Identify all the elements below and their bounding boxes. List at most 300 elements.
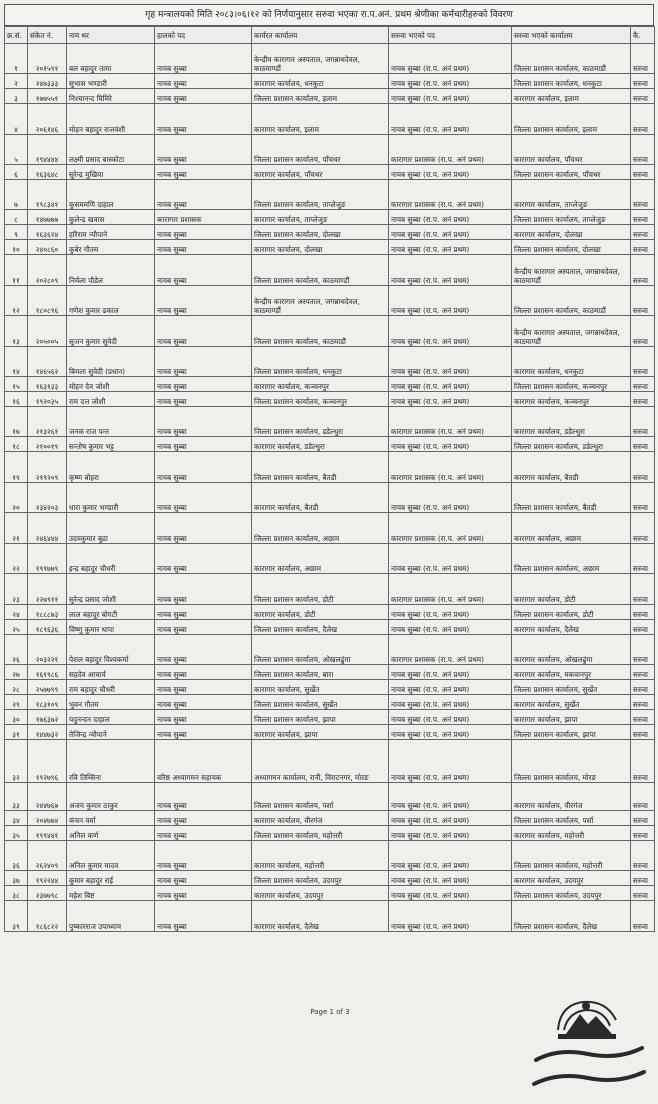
table-row	[5, 513, 655, 544]
cell-code: २५७७९९	[28, 680, 67, 695]
cell-sn: १६	[5, 392, 28, 407]
cell-remark: सरुवा	[631, 826, 655, 841]
cell-office: कारागार कार्यालय, डोटी	[252, 605, 389, 620]
cell-new-post: नायब सुब्बा (रा.प. अनं प्रथम)	[389, 871, 512, 886]
cell-sn: ३३	[5, 783, 28, 811]
cell-name: निश्चानन्द घिमिरे	[67, 89, 155, 104]
cell-name: अनिल कर्ण	[67, 826, 155, 841]
table-row	[5, 74, 655, 89]
cell-new-post: नायब सुब्बा (रा.प. अनं प्रथम)	[389, 695, 512, 710]
cell-office: अध्यागमन कार्यालय, रानी, विराटनगर, मोरङ	[252, 740, 389, 783]
cell-name: बल बहादुर तामा	[67, 44, 155, 74]
cell-office: केन्द्रीय कारागार अस्पताल, जगन्नाथदेवल, काठमाण्डौं	[252, 286, 389, 316]
cell-sn: १३	[5, 316, 28, 347]
cell-sn: ३६	[5, 841, 28, 871]
cell-post: नायब सुब्बा	[155, 74, 252, 89]
cell-new-post: नायब सुब्बा (रा.प. अनं प्रथम)	[389, 255, 512, 286]
cell-new-post: नायब सुब्बा (रा.प. अनं प्रथम)	[389, 286, 512, 316]
cell-name: पुष्कारराज उपाध्याय	[67, 901, 155, 932]
cell-new-post: नायब सुब्बा (रा.प. अनं प्रथम)	[389, 680, 512, 695]
table-row	[5, 841, 655, 871]
cell-new-post: नायब सुब्बा (रा.प. अनं प्रथम)	[389, 620, 512, 635]
cell-code: १८९६३६	[28, 620, 67, 635]
cell-sn: १५	[5, 377, 28, 392]
header-new-post: सरुवा भएको पद	[389, 27, 512, 44]
cell-new-post: नायब सुब्बा (रा.प. अनं प्रथम)	[389, 605, 512, 620]
cell-new-office: कारागार कार्यालय, सुर्खेत	[512, 695, 631, 710]
cell-code: १७७५५१	[28, 89, 67, 104]
table-row	[5, 620, 655, 635]
cell-remark: सरुवा	[631, 89, 655, 104]
table-row	[5, 135, 655, 165]
table-row	[5, 483, 655, 513]
table-row	[5, 886, 655, 901]
cell-new-post: नायब सुब्बा (रा.प. अनं प्रथम)	[389, 392, 512, 407]
cell-remark: सरुवा	[631, 841, 655, 871]
cell-post: नायब सुब्बा	[155, 635, 252, 665]
cell-new-post: नायब सुब्बा (रा.प. अनं प्रथम)	[389, 74, 512, 89]
cell-new-office: कारागार कार्यालय, अछाम	[512, 513, 631, 544]
table-row	[5, 695, 655, 710]
cell-remark: सरुवा	[631, 680, 655, 695]
cell-name: राम बहादुर चौधरी	[67, 680, 155, 695]
cell-post: नायब सुब्बा	[155, 89, 252, 104]
cell-post: नायब सुब्बा	[155, 695, 252, 710]
cell-new-office: जिल्ला प्रशासन कार्यालय, महोत्तरी	[512, 841, 631, 871]
cell-new-post: कारागार प्रशासक (रा.प. अनं प्रथम)	[389, 180, 512, 210]
cell-new-office: जिल्ला प्रशासन कार्यालय, काठमाडौं	[512, 286, 631, 316]
cell-name: कुसममणि दाहाल	[67, 180, 155, 210]
cell-new-post: नायब सुब्बा (रा.प. अनं प्रथम)	[389, 826, 512, 841]
cell-new-office: कारागार कार्यालय, पाँचथर	[512, 135, 631, 165]
cell-new-post: कारागार प्रशासक (रा.प. अनं प्रथम)	[389, 135, 512, 165]
cell-name: पेशल बहादुर विश्वकर्मा	[67, 635, 155, 665]
cell-new-post: कारागार प्रशासक (रा.प. अनं प्रथम)	[389, 407, 512, 437]
cell-sn: ३०	[5, 710, 28, 725]
cell-remark: सरुवा	[631, 135, 655, 165]
header-office: कार्यरत कार्यालय	[252, 27, 389, 44]
cell-name: सहदेव आचार्य	[67, 665, 155, 680]
transfer-table	[4, 26, 655, 932]
cell-new-office: जिल्ला प्रशासन कार्यालय, धनकुटा	[512, 74, 631, 89]
cell-name: कुबेर गौतम	[67, 240, 155, 255]
cell-sn: १	[5, 44, 28, 74]
cell-new-office: कारागार कार्यालय, डडेल्धुरा	[512, 407, 631, 437]
cell-post: नायब सुब्बा	[155, 665, 252, 680]
cell-sn: २८	[5, 680, 28, 695]
cell-office: जिल्ला प्रशासन कार्यालय, ओखलढुंगा	[252, 635, 389, 665]
cell-new-office: जिल्ला प्रशासन कार्यालय, पर्सा	[512, 811, 631, 826]
cell-remark: सरुवा	[631, 605, 655, 620]
cell-code: २२७९११	[28, 574, 67, 605]
cell-new-post: नायब सुब्बा (रा.प. अनं प्रथम)	[389, 89, 512, 104]
cell-post: नायब सुब्बा	[155, 240, 252, 255]
cell-name: तेजिन्द्र न्यौपाने	[67, 725, 155, 740]
cell-sn: ३८	[5, 886, 28, 901]
cell-new-office: जिल्ला प्रशासन कार्यालय, अछाम	[512, 544, 631, 574]
cell-sn: ३७	[5, 871, 28, 886]
table-header-row	[5, 27, 655, 44]
cell-code: १८६८२२	[28, 901, 67, 932]
cell-new-office: कारागार कार्यालय, कञ्चनपुर	[512, 392, 631, 407]
cell-name: जनक राज पन्त	[67, 407, 155, 437]
cell-new-office: कारागार कार्यालय, वीरगंज	[512, 783, 631, 811]
cell-post: नायब सुब्बा	[155, 483, 252, 513]
cell-new-office: कारागार कार्यालय, ताप्लेजुङ	[512, 180, 631, 210]
cell-remark: सरुवा	[631, 316, 655, 347]
cell-remark: सरुवा	[631, 544, 655, 574]
cell-remark: सरुवा	[631, 104, 655, 135]
cell-remark: सरुवा	[631, 74, 655, 89]
cell-office: कारागार कार्यालय, कञ्चनपुर	[252, 377, 389, 392]
cell-office: जिल्ला प्रशासन कार्यालय, पाँचथर	[252, 135, 389, 165]
cell-new-post: कारागार प्रशासक (रा.प. अनं प्रथम)	[389, 513, 512, 544]
table-row	[5, 452, 655, 483]
cell-name: अजय कुमार ठाकुर	[67, 783, 155, 811]
cell-sn: २०	[5, 483, 28, 513]
cell-code: १४६५६२	[28, 347, 67, 377]
cell-office: कारागार कार्यालय, इलाम	[252, 104, 389, 135]
cell-new-office: जिल्ला प्रशासन कार्यालय, काठमाडौं	[512, 44, 631, 74]
table-row	[5, 635, 655, 665]
cell-code: २०१५९१	[28, 44, 67, 74]
cell-remark: सरुवा	[631, 377, 655, 392]
cell-sn: ३२	[5, 740, 28, 783]
table-row	[5, 725, 655, 740]
cell-office: कारागार कार्यालय, धनकुटा	[252, 74, 389, 89]
cell-new-post: नायब सुब्बा (रा.प. अनं प्रथम)	[389, 165, 512, 180]
cell-name: सुरेन्द्र प्रसाद जोशी	[67, 574, 155, 605]
cell-code: २४४७६७	[28, 783, 67, 811]
cell-office: कारागार कार्यालय, ताप्लेजुङ	[252, 210, 389, 225]
cell-name: उदयकुमार बुढा	[67, 513, 155, 544]
cell-post: कारागार प्रशासक	[155, 210, 252, 225]
cell-new-office: केन्द्रीय कारागार अस्पताल, जगन्नाथदेवल, काठमाण्डौं	[512, 316, 631, 347]
cell-name: लाल बहादुर बोगटी	[67, 605, 155, 620]
cell-remark: सरुवा	[631, 665, 655, 680]
cell-remark: सरुवा	[631, 871, 655, 886]
cell-new-office: कारागार कार्यालय, दैलेख	[512, 620, 631, 635]
cell-name: मोहन बहादुर राजवंशी	[67, 104, 155, 135]
cell-code: १६३६४८	[28, 165, 67, 180]
header-post: हालको पद	[155, 27, 252, 44]
table-row	[5, 665, 655, 680]
cell-office: जिल्ला प्रशासन कार्यालय, पर्सा	[252, 783, 389, 811]
cell-code: २६२४०९	[28, 841, 67, 871]
cell-code: २४०८६०	[28, 240, 67, 255]
cell-sn: ३	[5, 89, 28, 104]
cell-post: नायब सुब्बा	[155, 286, 252, 316]
cell-new-office: जिल्ला प्रशासन कार्यालय, दैलेख	[512, 901, 631, 932]
cell-new-office: केन्द्रीय कारागार अस्पताल, जगन्नाथदेवल, काठमाण्डौं	[512, 255, 631, 286]
cell-sn: २५	[5, 620, 28, 635]
cell-name: रवि तिम्सिना	[67, 740, 155, 783]
cell-name: राम दत्त जोशी	[67, 392, 155, 407]
cell-post: नायब सुब्बा	[155, 135, 252, 165]
cell-code: १९२२४४	[28, 871, 67, 886]
cell-office: जिल्ला प्रशासन कार्यालय, महोत्तरी	[252, 826, 389, 841]
cell-post: नायब सुब्बा	[155, 783, 252, 811]
cell-name: गणेश कुमार ढकाल	[67, 286, 155, 316]
cell-post: नायब सुब्बा	[155, 44, 252, 74]
cell-name: सुजन कुमार सुवेदी	[67, 316, 155, 347]
cell-code: २३४२०३	[28, 483, 67, 513]
cell-office: जिल्ला प्रशासन कार्यालय, इलाम	[252, 89, 389, 104]
table-row	[5, 437, 655, 452]
cell-post: नायब सुब्बा	[155, 377, 252, 392]
cell-remark: सरुवा	[631, 347, 655, 377]
cell-post: नायब सुब्बा	[155, 347, 252, 377]
cell-name: मोहन देव जोशी	[67, 377, 155, 392]
table-row	[5, 225, 655, 240]
table-body	[5, 44, 655, 932]
cell-sn: २४	[5, 605, 28, 620]
table-row	[5, 44, 655, 74]
cell-post: नायब सुब्बा	[155, 841, 252, 871]
cell-sn: ११	[5, 255, 28, 286]
table-row	[5, 574, 655, 605]
cell-office: जिल्ला प्रशासन कार्यालय, काठमाडौं	[252, 316, 389, 347]
cell-remark: सरुवा	[631, 483, 655, 513]
cell-office: कारागार कार्यालय, झापा	[252, 725, 389, 740]
cell-sn: १७	[5, 407, 28, 437]
cell-new-office: जिल्ला प्रशासन कार्यालय, कञ्चनपुर	[512, 377, 631, 392]
cell-office: जिल्ला प्रशासन कार्यालय, धनकुटा	[252, 347, 389, 377]
cell-sn: १४	[5, 347, 28, 377]
cell-new-post: नायब सुब्बा (रा.प. अनं प्रथम)	[389, 841, 512, 871]
cell-code: १८०८९६	[28, 286, 67, 316]
cell-code: १९४४४४	[28, 135, 67, 165]
cell-office: जिल्ला प्रशासन कार्यालय, सुर्खेत	[252, 695, 389, 710]
cell-new-office: कारागार कार्यालय, धनकुटा	[512, 347, 631, 377]
cell-new-post: नायब सुब्बा (रा.प. अनं प्रथम)	[389, 544, 512, 574]
cell-code: २४७३३३	[28, 74, 67, 89]
cell-office: जिल्ला प्रशासन कार्यालय, उदयपुर	[252, 871, 389, 886]
cell-code: १९२७९६	[28, 740, 67, 783]
cell-post: नायब सुब्बा	[155, 574, 252, 605]
cell-office: कारागार कार्यालय, दोलखा	[252, 240, 389, 255]
cell-remark: सरुवा	[631, 44, 655, 74]
table-row	[5, 316, 655, 347]
cell-sn: ३४	[5, 811, 28, 826]
cell-sn: २२	[5, 544, 28, 574]
cell-code: १४४७३२	[28, 725, 67, 740]
table-row	[5, 783, 655, 811]
cell-remark: सरुवा	[631, 286, 655, 316]
cell-post: नायब सुब्बा	[155, 725, 252, 740]
cell-code: २०२८०९	[28, 255, 67, 286]
cell-name: कंचन वर्मा	[67, 811, 155, 826]
cell-office: कारागार कार्यालय, उदयपुर	[252, 886, 389, 901]
table-row	[5, 165, 655, 180]
cell-new-office: जिल्ला प्रशासन कार्यालय, पाँचथर	[512, 165, 631, 180]
cell-post: नायब सुब्बा	[155, 180, 252, 210]
cell-office: कारागार कार्यालय, पाँचथर	[252, 165, 389, 180]
table-row	[5, 104, 655, 135]
cell-post: नायब सुब्बा	[155, 886, 252, 901]
cell-new-office: कारागार कार्यालय, ओखलढुंगा	[512, 635, 631, 665]
cell-post: नायब सुब्बा	[155, 392, 252, 407]
cell-new-post: नायब सुब्बा (रा.प. अनं प्रथम)	[389, 437, 512, 452]
cell-sn: ३५	[5, 826, 28, 841]
cell-name: कृष्ण बोहरा	[67, 452, 155, 483]
cell-remark: सरुवा	[631, 392, 655, 407]
table-row	[5, 710, 655, 725]
cell-new-post: नायब सुब्बा (रा.प. अनं प्रथम)	[389, 710, 512, 725]
cell-new-post: नायब सुब्बा (रा.प. अनं प्रथम)	[389, 210, 512, 225]
table-row	[5, 255, 655, 286]
cell-name: लक्ष्मी प्रसाद बास्कोटा	[67, 135, 155, 165]
cell-sn: ८	[5, 210, 28, 225]
cell-name: सन्तोष कुमार भट्ट	[67, 437, 155, 452]
cell-new-office: कारागार कार्यालय, डोटी	[512, 574, 631, 605]
cell-remark: सरुवा	[631, 635, 655, 665]
page-number: Page 1 of 3	[310, 1008, 350, 1016]
cell-office: जिल्ला प्रशासन कार्यालय, कञ्चनपुर	[252, 392, 389, 407]
cell-post: नायब सुब्बा	[155, 680, 252, 695]
cell-new-post: नायब सुब्बा (रा.प. अनं प्रथम)	[389, 225, 512, 240]
cell-post: नायब सुब्बा	[155, 605, 252, 620]
cell-code: १६१९८६	[28, 665, 67, 680]
cell-name: कुमार बहादुर राई	[67, 871, 155, 886]
cell-office: कारागार कार्यालय, सुर्खेत	[252, 680, 389, 695]
cell-post: नायब सुब्बा	[155, 620, 252, 635]
cell-remark: सरुवा	[631, 901, 655, 932]
cell-post: नायब सुब्बा	[155, 316, 252, 347]
cell-new-office: जिल्ला प्रशासन कार्यालय, उदयपुर	[512, 886, 631, 901]
cell-office: कारागार कार्यालय, महोत्तरी	[252, 841, 389, 871]
cell-remark: सरुवा	[631, 574, 655, 605]
cell-office: कारागार कार्यालय, अछाम	[252, 544, 389, 574]
cell-name: विष्णु कुमार थापा	[67, 620, 155, 635]
cell-sn: २	[5, 74, 28, 89]
cell-office: जिल्ला प्रशासन कार्यालय, दोलखा	[252, 225, 389, 240]
cell-new-office: कारागार कार्यालय, बैतडी	[512, 452, 631, 483]
cell-sn: ६	[5, 165, 28, 180]
table-row	[5, 180, 655, 210]
cell-new-post: नायब सुब्बा (रा.प. अनं प्रथम)	[389, 483, 512, 513]
cell-post: नायब सुब्बा	[155, 826, 252, 841]
header-name: नाम थर	[67, 27, 155, 44]
cell-new-office: जिल्ला प्रशासन कार्यालय, ताप्लेजुङ	[512, 210, 631, 225]
header-code: संकेत नं.	[28, 27, 67, 44]
cell-sn: १०	[5, 240, 28, 255]
cell-office: जिल्ला प्रशासन कार्यालय, काठमाण्डौं	[252, 255, 389, 286]
cell-code: २०५००५	[28, 316, 67, 347]
cell-new-post: नायब सुब्बा (रा.प. अनं प्रथम)	[389, 240, 512, 255]
table-row	[5, 740, 655, 783]
cell-post: नायब सुब्बा	[155, 452, 252, 483]
cell-name: बिमला सुवेदी (प्रधान)	[67, 347, 155, 377]
cell-post: नायब सुब्बा	[155, 544, 252, 574]
cell-new-office: कारागार कार्यालय, झापा	[512, 710, 631, 725]
cell-post: नायब सुब्बा	[155, 407, 252, 437]
cell-post: नायब सुब्बा	[155, 901, 252, 932]
cell-new-office: कारागार कार्यालय, दोलखा	[512, 225, 631, 240]
cell-new-office: जिल्ला प्रशासन कार्यालय, दोलखा	[512, 240, 631, 255]
cell-new-post: नायब सुब्बा (रा.प. अनं प्रथम)	[389, 104, 512, 135]
cell-remark: सरुवा	[631, 225, 655, 240]
cell-new-post: कारागार प्रशासक (रा.प. अनं प्रथम)	[389, 635, 512, 665]
cell-new-post: नायब सुब्बा (रा.प. अनं प्रथम)	[389, 316, 512, 347]
cell-code: १९८३४१	[28, 180, 67, 210]
cell-post: नायब सुब्बा	[155, 710, 252, 725]
cell-post: नायब सुब्बा	[155, 513, 252, 544]
cell-office: जिल्ला प्रशासन कार्यालय, अछाम	[252, 513, 389, 544]
cell-office: केन्द्रीय कारागार अस्पताल, जगन्नाथदेवल, काठमाण्डौं	[252, 44, 389, 74]
table-row	[5, 605, 655, 620]
cell-office: कारागार कार्यालय, दैलेख	[252, 901, 389, 932]
cell-office: जिल्ला प्रशासन कार्यालय, डोटी	[252, 574, 389, 605]
cell-code: १९९४४१	[28, 826, 67, 841]
cell-remark: सरुवा	[631, 725, 655, 740]
cell-remark: सरुवा	[631, 240, 655, 255]
cell-sn: १९	[5, 452, 28, 483]
cell-remark: सरुवा	[631, 811, 655, 826]
cell-code: १६३६२४	[28, 225, 67, 240]
cell-new-office: कारागार कार्यालय, इलाम	[512, 89, 631, 104]
cell-sn: ४	[5, 104, 28, 135]
cell-sn: २३	[5, 574, 28, 605]
cell-code: २१३२६१	[28, 407, 67, 437]
cell-remark: सरुवा	[631, 165, 655, 180]
cell-new-post: नायब सुब्बा (रा.प. अनं प्रथम)	[389, 740, 512, 783]
cell-new-post: कारागार प्रशासक (रा.प. अनं प्रथम)	[389, 452, 512, 483]
cell-post: नायब सुब्बा	[155, 255, 252, 286]
cell-new-office: कारागार कार्यालय, मकवानपुर	[512, 665, 631, 680]
cell-new-office: जिल्ला प्रशासन कार्यालय, डडेल्धुरा	[512, 437, 631, 452]
cell-new-post: कारागार प्रशासक (रा.प. अनं प्रथम)	[389, 574, 512, 605]
table-row	[5, 377, 655, 392]
cell-name: कुलेन्द्र खवास	[67, 210, 155, 225]
cell-new-post: नायब सुब्बा (रा.प. अनं प्रथम)	[389, 377, 512, 392]
cell-remark: सरुवा	[631, 452, 655, 483]
table-row	[5, 407, 655, 437]
cell-new-post: नायब सुब्बा (रा.प. अनं प्रथम)	[389, 886, 512, 901]
cell-new-post: नायब सुब्बा (रा.प. अनं प्रथम)	[389, 811, 512, 826]
cell-sn: ५	[5, 135, 28, 165]
table-row	[5, 240, 655, 255]
cell-remark: सरुवा	[631, 620, 655, 635]
header-new-office: सरुवा भएको कार्यालय	[512, 27, 631, 44]
cell-office: जिल्ला प्रशासन कार्यालय, ताप्लेजुङ	[252, 180, 389, 210]
cell-name: अनिल कुमार यादव	[67, 841, 155, 871]
cell-remark: सरुवा	[631, 180, 655, 210]
cell-code: १९९७७९	[28, 544, 67, 574]
cell-sn: २६	[5, 635, 28, 665]
cell-new-office: जिल्ला प्रशासन कार्यालय, बैतडी	[512, 483, 631, 513]
cell-code: १८३१०९	[28, 695, 67, 710]
table-row	[5, 392, 655, 407]
cell-office: कारागार कार्यालय, डडेल्धुरा	[252, 437, 389, 452]
cell-sn: ७	[5, 180, 28, 210]
table-row	[5, 89, 655, 104]
cell-name: सुरेन्द्र मुखिया	[67, 165, 155, 180]
cell-name: हरिराम न्यौपाने	[67, 225, 155, 240]
cell-new-post: नायब सुब्बा (रा.प. अनं प्रथम)	[389, 44, 512, 74]
cell-remark: सरुवा	[631, 210, 655, 225]
cell-remark: सरुवा	[631, 513, 655, 544]
table-row	[5, 871, 655, 886]
cell-new-office: जिल्ला प्रशासन कार्यालय, सुर्खेत	[512, 680, 631, 695]
cell-post: नायब सुब्बा	[155, 811, 252, 826]
cell-code: २३७७९८	[28, 886, 67, 901]
table-row	[5, 210, 655, 225]
cell-office: जिल्ला प्रशासन कार्यालय, डडेल्धुरा	[252, 407, 389, 437]
cell-office: जिल्ला प्रशासन कार्यालय, दैलेख	[252, 620, 389, 635]
table-row	[5, 544, 655, 574]
cell-post: नायब सुब्बा	[155, 165, 252, 180]
